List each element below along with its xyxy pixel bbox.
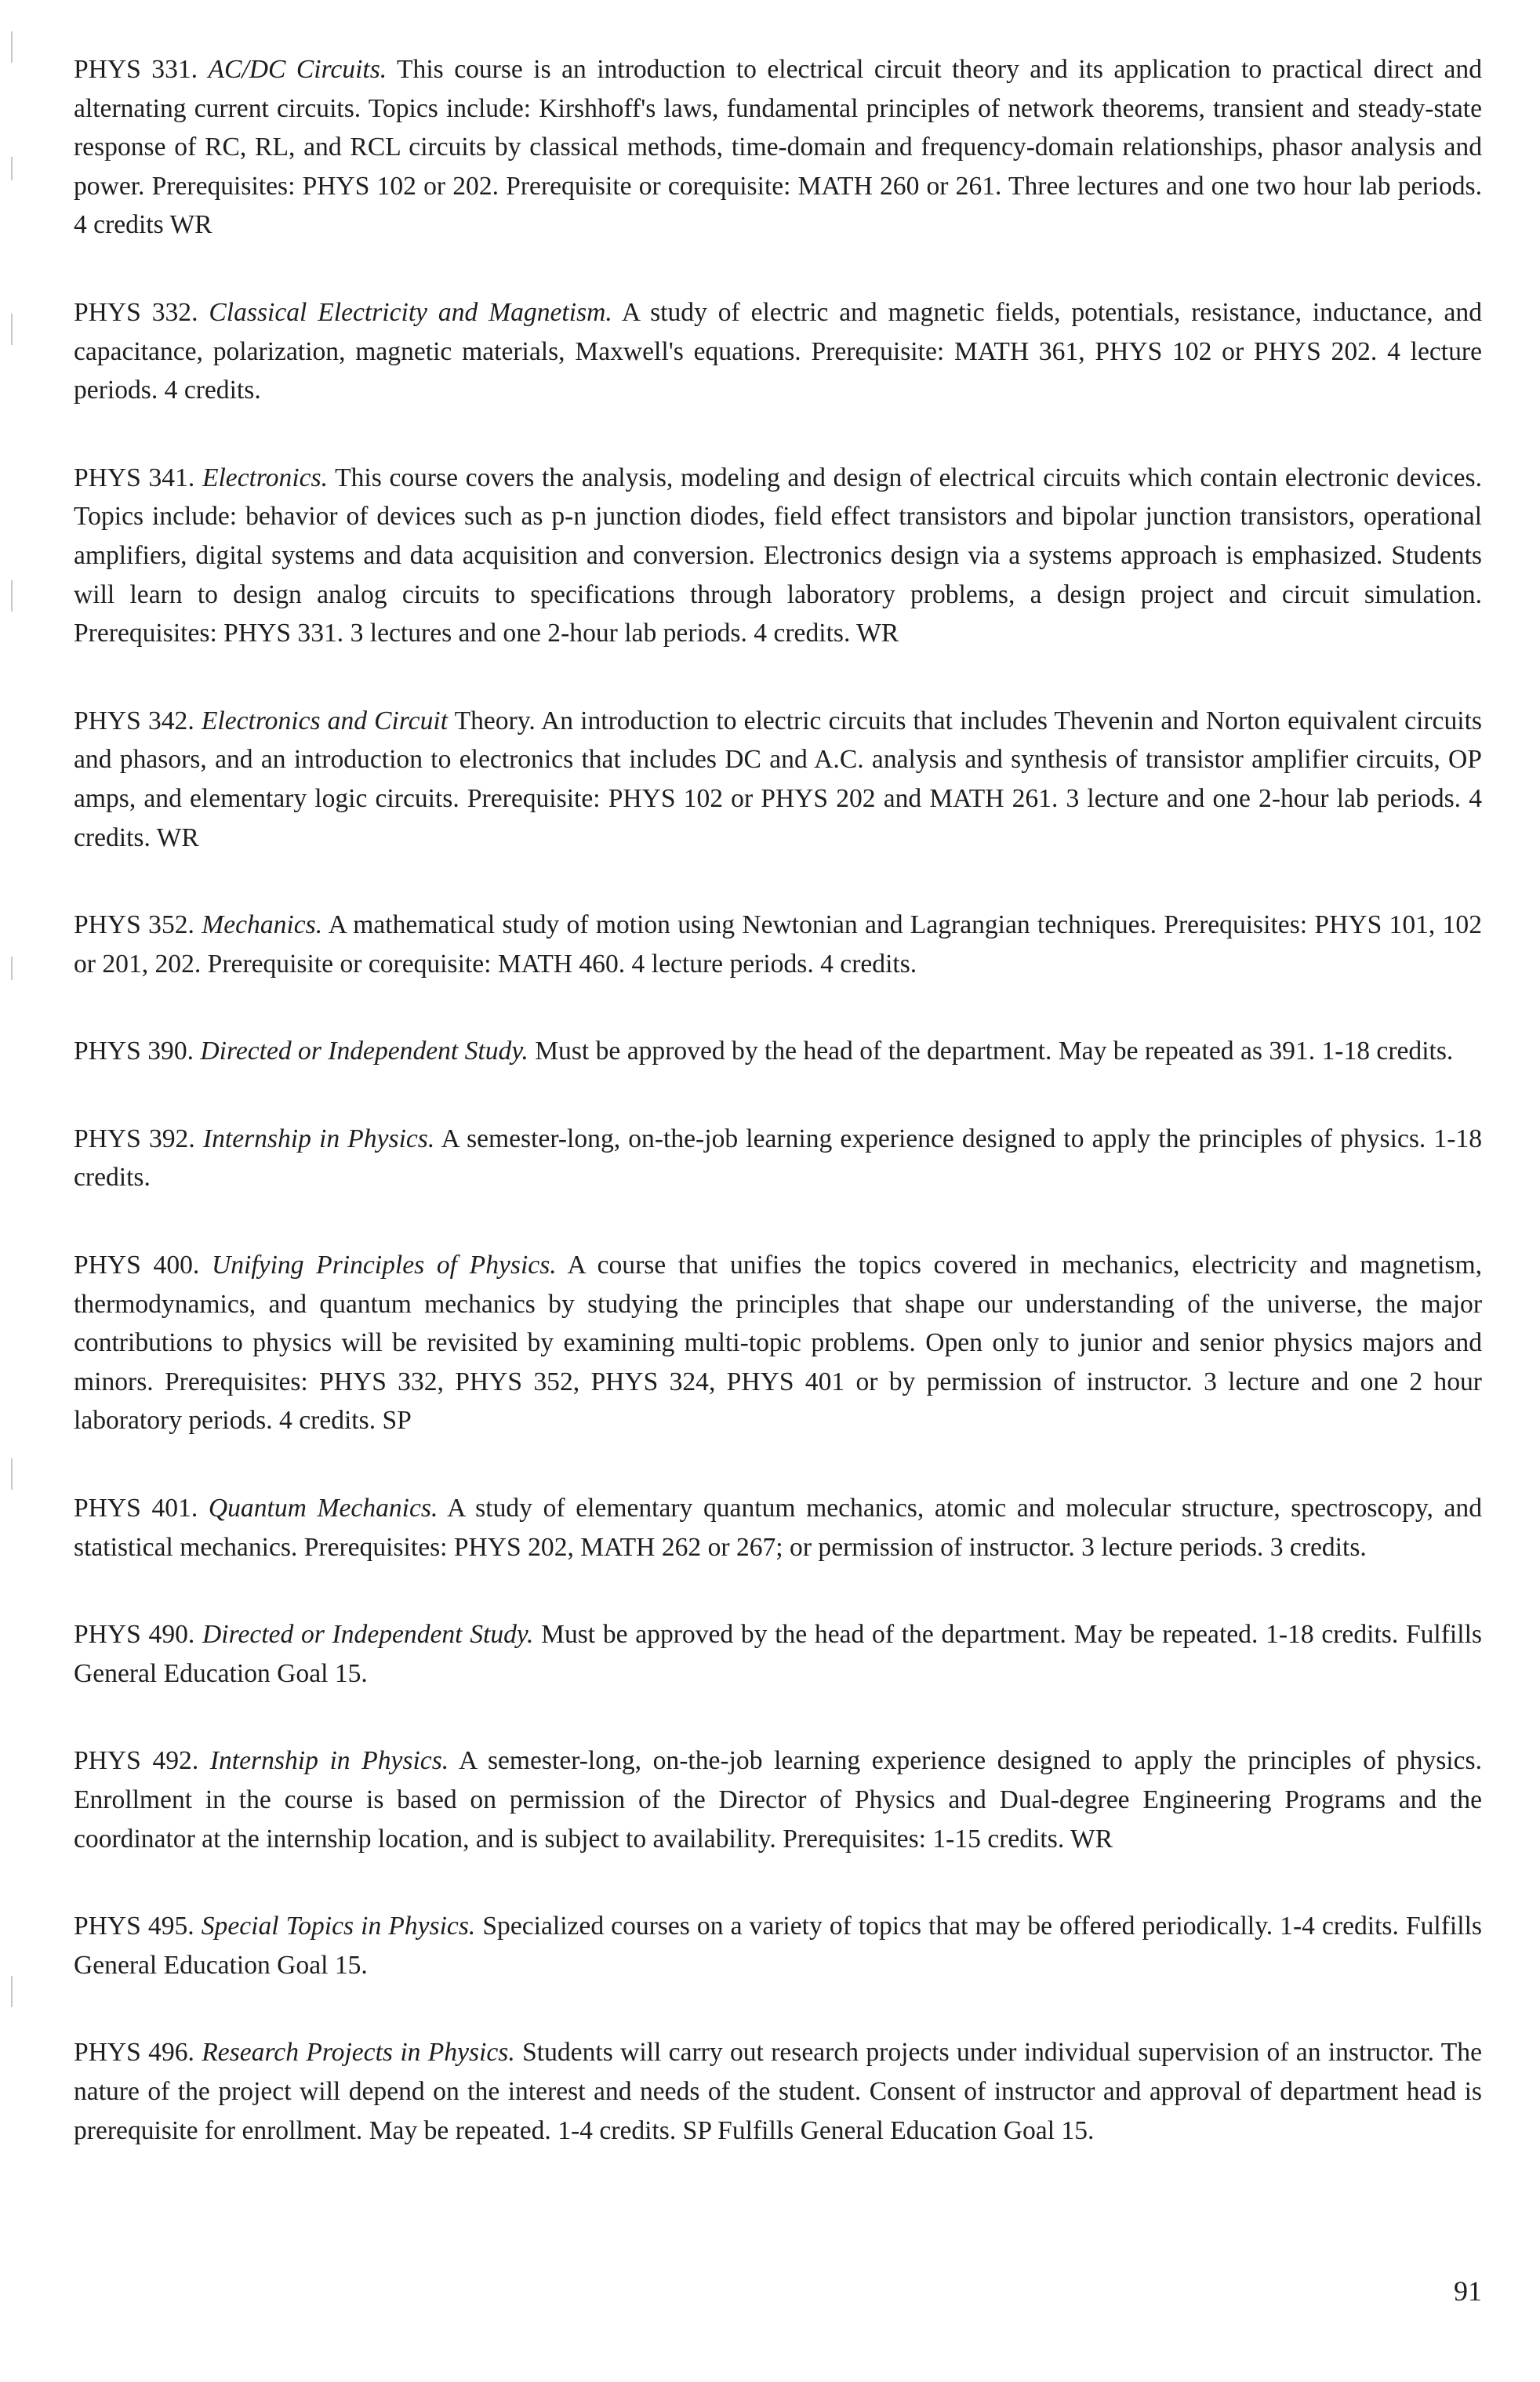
course-number: PHYS 392.: [74, 1124, 195, 1153]
course-entry-phys-492: [74, 1741, 1482, 1858]
course-title: Classical Electricity and Magnetism.: [209, 297, 612, 327]
course-entry-phys-495: [74, 1907, 1482, 1984]
course-listing: [74, 50, 1482, 2199]
course-description: Must be approved by the head of the department. May be repeated. 1-18 credits. Fulfills General Education Goal 15.: [74, 1620, 1482, 1688]
course-description: Must be approved by the head of the department. May be repeated as 391. 1-18 credits.: [535, 1037, 1454, 1066]
binding-mark: [11, 314, 13, 345]
course-number: PHYS 332.: [74, 297, 198, 327]
course-title: Research Projects in Physics.: [202, 2038, 515, 2068]
course-entry-phys-341: [74, 459, 1482, 653]
course-description: A study of elementary quantum mechanics, atomic and molecular structure, spectroscopy, and statistical mechanics. Prerequisites: PHYS 202, MATH 262 or 267; or permission of instructor. 3 lecture periods. 3 credits.: [74, 1494, 1482, 1562]
course-number: PHYS 341.: [74, 463, 195, 492]
binding-mark: [11, 157, 13, 180]
course-description: A semester-long, on-the-job learning experience designed to apply the principles of physics. Enrollment in the course is based on permission of the Director of Physics and Dual-degree Engineering Programs and the coordinator at the internship location, and is subject to availability. Prerequisites: 1-15 credits. WR: [74, 1746, 1482, 1854]
course-number: PHYS 492.: [74, 1746, 199, 1776]
course-description: This course is an introduction to electrical circuit theory and its application to practical direct and alternating current circuits. Topics include: Kirshhoff's laws, fundamental principles of network theorems, transient and steady-state response of RC, RL, and RCL circuits by classical methods, time-domain and frequency-domain relationships, phasor analysis and power. Prerequisites: PHYS 102 or 202. Prerequisite or corequisite: MATH 260 or 261. Three lectures and one two hour lab periods. 4 credits WR: [74, 55, 1482, 240]
course-description: Specialized courses on a variety of topics that may be offered periodically. 1-4 credits. Fulfills General Education Goal 15.: [74, 1912, 1482, 1980]
course-title: Electronics and Circuit: [201, 706, 449, 735]
course-number: PHYS 352.: [74, 910, 194, 940]
course-number: PHYS 495.: [74, 1912, 194, 1941]
course-description: This course covers the analysis, modeling and design of electrical circuits which contain electronic devices. Topics include: behavior of devices such as p-n junction diodes, field effect transistors and bipolar junction transistors, operational amplifiers, digital systems and data acquisition and conversion. Electronics design via a systems approach is emphasized. Students will learn to design analog circuits to specifications through laboratory problems, a design project and circuit simulation. Prerequisites: PHYS 331. 3 lectures and one 2-hour lab periods. 4 credits. WR: [74, 463, 1482, 648]
course-entry-phys-342: [74, 702, 1482, 857]
course-title: Quantum Mechanics.: [208, 1494, 438, 1523]
course-title: Internship in Physics.: [209, 1746, 449, 1776]
course-entry-phys-352: [74, 906, 1482, 983]
course-number: PHYS 342.: [74, 706, 194, 735]
course-title: Internship in Physics.: [202, 1124, 435, 1153]
course-entry-phys-401: [74, 1489, 1482, 1567]
binding-mark: [11, 31, 13, 63]
course-title: Special Topics in Physics.: [201, 1912, 476, 1941]
course-title: Directed or Independent Study.: [202, 1620, 534, 1650]
course-entry-phys-331: [74, 50, 1482, 245]
course-description: A study of electric and magnetic fields, potentials, resistance, inductance, and capacitance, polarization, magnetic materials, Maxwell's equations. Prerequisite: MATH 361, PHYS 102 or PHYS 202. 4 lecture periods. 4 credits.: [74, 297, 1483, 405]
course-description: A semester-long, on-the-job learning experience designed to apply the principles of physics. 1-18 credits.: [74, 1124, 1482, 1193]
course-title: Directed or Independent Study.: [200, 1037, 528, 1066]
course-description: A course that unifies the topics covered in mechanics, electricity and magnetism, thermodynamics, and quantum mechanics by studying the principles that shape our understanding of the universe, the major contributions to physics will be revisited by examining multi-topic problems. Open only to junior and senior physics majors and minors. Prerequisites: PHYS 332, PHYS 352, PHYS 324, PHYS 401 or by permission of instructor. 3 lecture and one 2 hour laboratory periods. 4 credits. SP: [74, 1251, 1482, 1436]
course-title: AC/DC Circuits.: [208, 55, 387, 84]
course-number: PHYS 331.: [74, 55, 198, 84]
binding-mark: [11, 1458, 13, 1490]
course-number: PHYS 401.: [74, 1494, 198, 1523]
course-title: Unifying Principles of Physics.: [211, 1251, 557, 1280]
page-number: 91: [1454, 2275, 1482, 2307]
course-entry-phys-496: [74, 2033, 1482, 2150]
course-title-tail: Theory.: [454, 706, 536, 735]
course-entry-phys-392: [74, 1120, 1482, 1197]
course-entry-phys-390: [74, 1032, 1482, 1071]
binding-mark: [11, 580, 13, 612]
course-description: An introduction to electric circuits that includes Thevenin and Norton equivalent circuits and phasors, and an introduction to electronics that includes DC and A.C. analysis and synthesis of transistor amplifier circuits, OP amps, and elementary logic circuits. Prerequisite: PHYS 102 or PHYS 202 and MATH 261. 3 lecture and one 2-hour lab periods. 4 credits. WR: [74, 706, 1482, 852]
course-description: Students will carry out research projects under individual supervision of an instructor. The nature of the project will depend on the interest and needs of the student. Consent of instructor and approval of department head is prerequisite for enrollment. May be repeated. 1-4 credits. SP Fulfills General Education Goal 15.: [74, 2038, 1482, 2145]
course-title: Electronics.: [202, 463, 329, 492]
course-number: PHYS 400.: [74, 1251, 200, 1280]
course-title: Mechanics.: [202, 910, 323, 940]
course-description: A mathematical study of motion using Newtonian and Lagrangian techniques. Prerequisites: PHYS 101, 102 or 201, 202. Prerequisite or corequisite: MATH 460. 4 lecture periods. 4 credits.: [74, 910, 1483, 979]
course-entry-phys-490: [74, 1615, 1482, 1693]
course-number: PHYS 490.: [74, 1620, 195, 1650]
course-number: PHYS 496.: [74, 2038, 194, 2068]
course-number: PHYS 390.: [74, 1037, 194, 1066]
binding-mark: [11, 1976, 13, 2007]
course-entry-phys-400: [74, 1246, 1482, 1440]
course-entry-phys-332: [74, 293, 1482, 410]
binding-mark: [11, 957, 13, 980]
